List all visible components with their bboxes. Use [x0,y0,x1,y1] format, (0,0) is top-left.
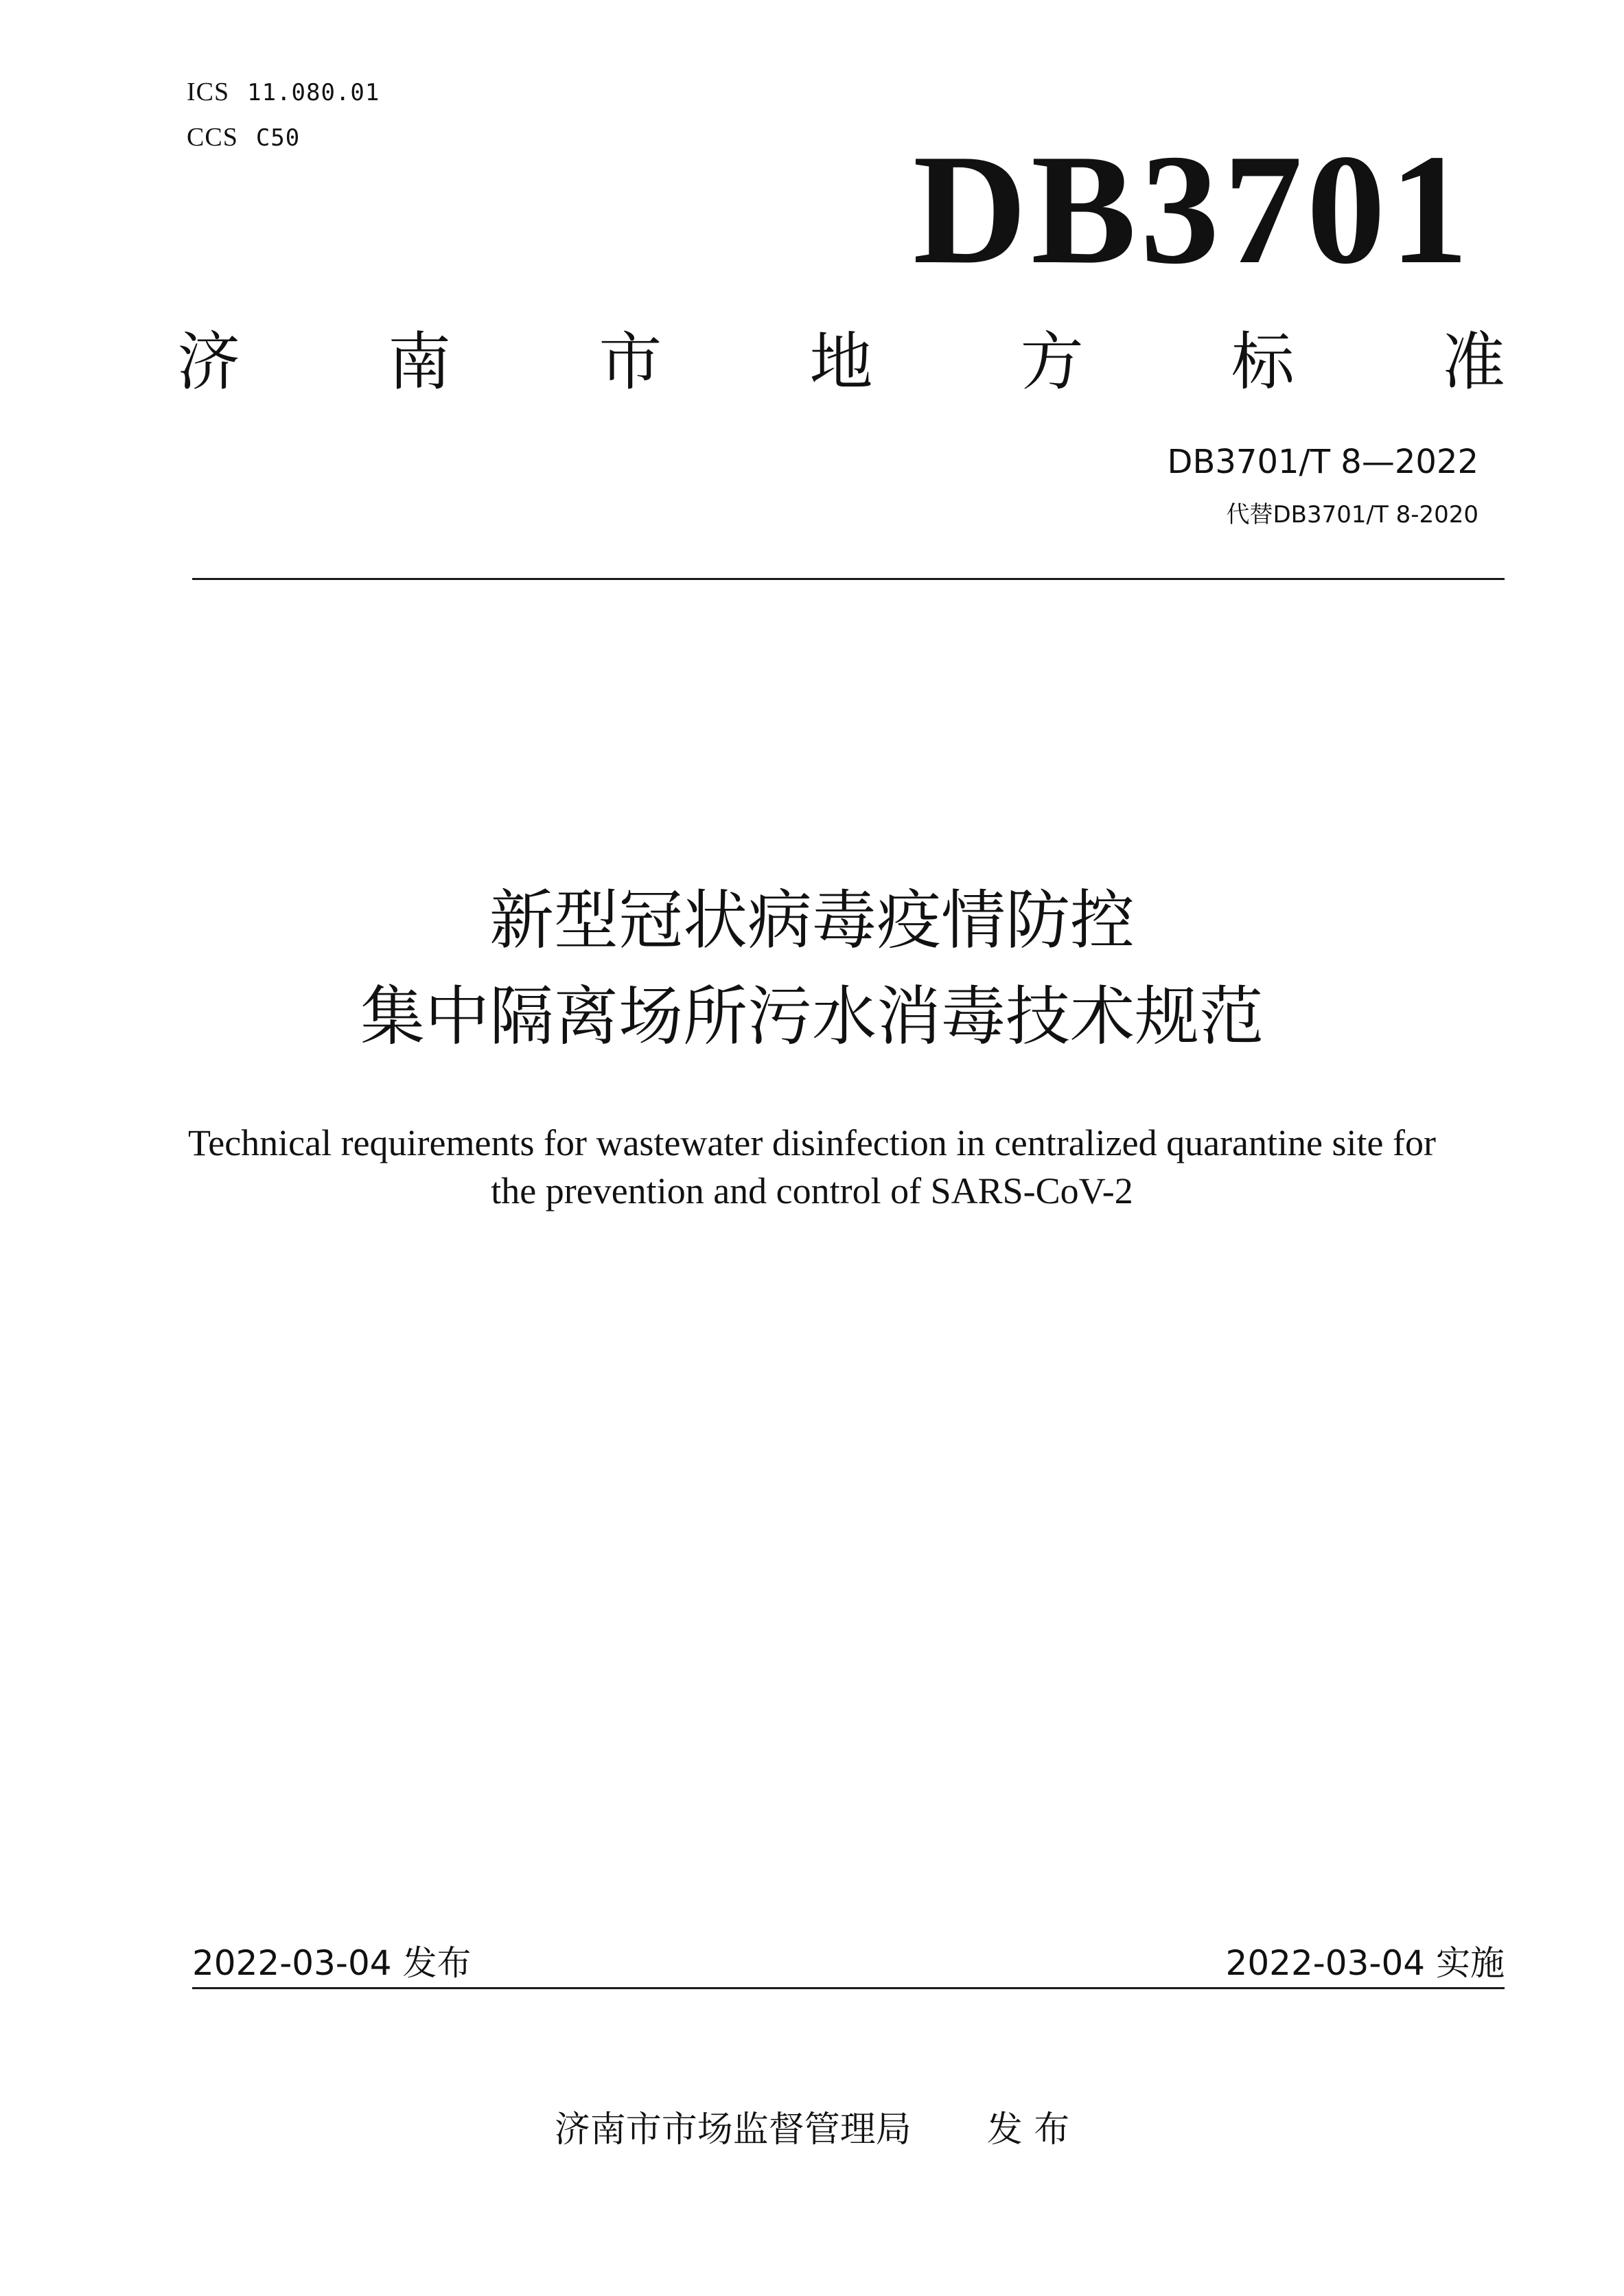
ccs-label: CCS [187,123,238,152]
standard-code: DB3701 [913,121,1473,297]
implementation-date: 2022-03-04 实施 [1225,1943,1505,1983]
standard-type-char: 济 [177,325,241,399]
issuer-action: 发 布 [986,2109,1070,2150]
standard-type-char: 地 [809,325,873,399]
ccs-value: C50 [255,124,301,152]
replaces-standard: 代替DB3701/T 8-2020 [1226,501,1478,529]
standard-number: DB3701/T 8—2022 [1167,443,1478,481]
standard-type-heading [177,321,1505,404]
title-cn-line-2: 集中隔离场所污水消毒技术规范 [360,979,1264,1054]
standard-type-char: 标 [1231,325,1295,399]
ics-label: ICS [187,78,230,106]
standard-type-char: 准 [1441,325,1505,399]
standard-type-char: 市 [599,325,662,399]
footer-divider [192,1987,1505,1989]
header-divider [192,578,1505,580]
ics-classification [187,77,380,107]
standard-type-char: 方 [1020,325,1084,399]
issue-date: 2022-03-04 发布 [192,1943,472,1983]
ccs-classification [187,122,300,152]
title-en-line-1: Technical requirements for wastewater disinfection in centralized quarantine site for [188,1122,1436,1163]
title-cn-line-1: 新型冠状病毒疫情防控 [489,883,1135,958]
issuer [0,2100,1624,2152]
ics-value: 11.080.01 [247,79,380,106]
standard-type-char: 南 [388,325,452,399]
title-en-line-2: the prevention and control of SARS-CoV-2 [491,1170,1133,1211]
issuer-name: 济南市市场监督管理局 [554,2109,912,2150]
